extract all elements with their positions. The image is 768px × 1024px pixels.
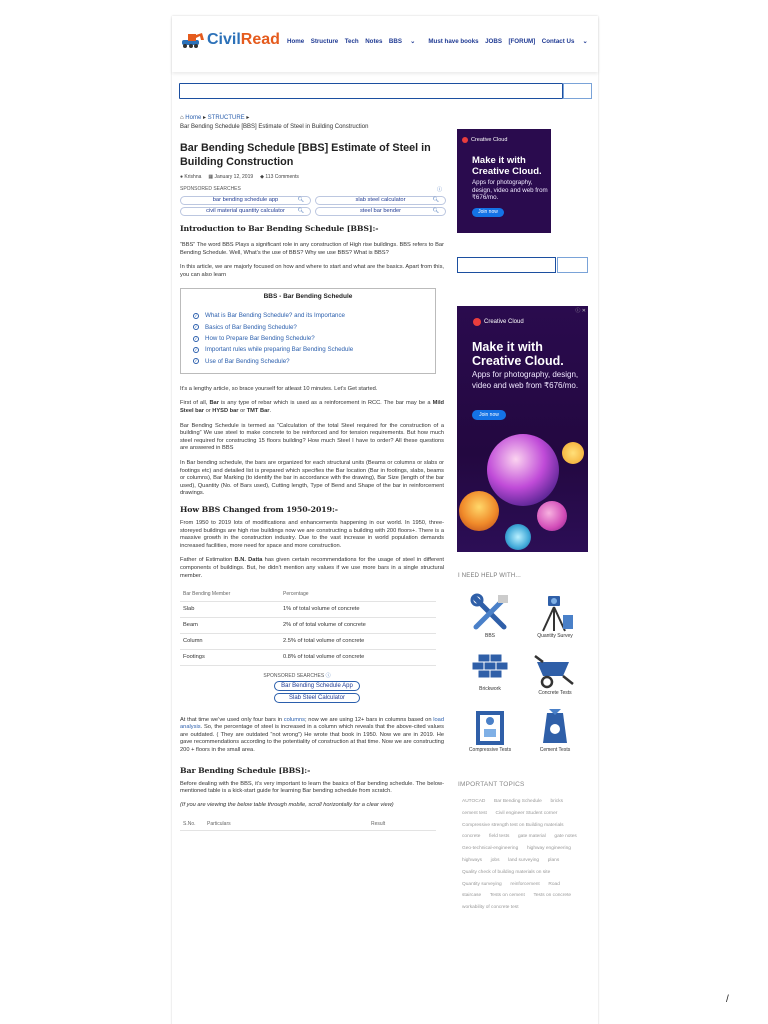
post-date: ▦ January 12, 2019 — [208, 174, 254, 180]
calendar-icon: ▦ — [208, 174, 214, 180]
home-icon: ⌂ — [180, 115, 184, 121]
help-tile-quantity-survey[interactable]: Quantity Survey — [520, 593, 590, 639]
topic-tag[interactable]: Tests on concrete — [533, 893, 572, 899]
brick-icon — [470, 652, 510, 686]
table-row: Footings 0.8% of total volume of concrete — [180, 649, 436, 665]
table-row: Beam 2% of of total volume of concrete — [180, 617, 436, 633]
sidebar-search-button[interactable] — [557, 257, 588, 273]
topic-tag[interactable]: gate notes — [554, 834, 577, 840]
topic-tag[interactable]: bricks — [550, 799, 563, 804]
planet-art — [459, 491, 499, 531]
creative-cloud-icon — [462, 137, 468, 143]
chevron-down-icon: ⌄ — [580, 38, 588, 45]
page-title: Bar Bending Schedule [BBS] Estimate of Steel in Building Construction — [180, 142, 431, 168]
paragraph: It’s a lengthy article, so brace yourself for atleast 10 minutes. Let’s Get started. — [180, 385, 378, 392]
post-meta — [180, 174, 444, 180]
ad-headline: Make it with Creative Cloud. — [472, 340, 564, 368]
article-main — [180, 114, 444, 831]
topic-tag[interactable]: Bar Bending Schedule — [494, 799, 542, 804]
search-icon: 🔍︎ — [432, 208, 439, 214]
sponsored-label: SPONSORED SEARCHES ⓘ — [180, 186, 442, 193]
breadcrumb-home[interactable]: Home — [185, 115, 202, 121]
info-icon[interactable]: ⓘ — [436, 187, 442, 193]
topic-tag[interactable]: highway engineering — [526, 846, 571, 852]
comment-count[interactable]: ◆ 113 Comments — [260, 174, 299, 180]
topic-tag[interactable]: gate material — [518, 834, 546, 840]
planet-art — [537, 501, 567, 531]
compression-machine-icon — [470, 709, 510, 747]
join-now-button[interactable]: Join now — [472, 208, 504, 217]
planet-art — [505, 524, 531, 550]
main-nav — [287, 38, 601, 45]
wheelbarrow-icon — [533, 652, 577, 690]
planet-art — [562, 442, 584, 464]
help-tile-bbs[interactable]: BBS — [455, 593, 525, 639]
sponsored-pill[interactable]: slab steel calculator 🔍︎ — [315, 196, 446, 205]
comment-icon: ◆ — [260, 174, 264, 180]
sponsored-pill[interactable]: Bar Bending Schedule App — [274, 681, 360, 691]
link-columns[interactable]: columns — [283, 716, 305, 723]
site-header — [172, 16, 598, 72]
sponsored-pills — [180, 196, 450, 216]
paragraph: Father of Estimation B.N. Datta has given certain recommendations for the usage of steel in different components of buildings. But, he didn’t mention any values if we use more bars in a single structural member. — [180, 557, 444, 579]
check-circle-icon: ✓ — [194, 335, 198, 341]
sponsored-label-2: SPONSORED SEARCHES ⓘ — [263, 672, 331, 679]
search-icon: 🔍︎ — [297, 208, 304, 214]
table-of-contents — [180, 288, 436, 373]
bbs-table — [180, 817, 436, 831]
check-circle-icon: ✓ — [194, 346, 198, 352]
paragraph: In Bar bending schedule, the bars are organized for each structural units (Beams or columns or slabs or footings etc) and detailed list is prepared which specifies the Bar location (Bar in footings, slabs, beams or columns), Bar Marking (to identify the bar in accordance with the drawing), Bar Size (length of the bar used), Quantity (No. of Bars used), Cutting length, Type of Bend and Shape of the bar in reinforcement drawings. — [180, 460, 444, 497]
user-icon: ● — [180, 174, 184, 180]
topic-tag[interactable]: field tests — [489, 834, 510, 840]
nav-books[interactable]: Must have books — [428, 38, 479, 45]
help-tile-concrete-tests[interactable]: Concrete Tests — [520, 652, 590, 696]
sponsored-pill[interactable]: bar bending schedule app 🔍︎ — [180, 196, 311, 205]
check-circle-icon: ✓ — [194, 358, 198, 364]
paragraph: At that time we’ve used only four bars in columns; now we are using 12+ bars in columns based on load analysis. So, the percentage of steel is increased in a column which reveals that the above-cited values are outdated. ( They are outdated “not wrong”) He wrote that book in 1950. Now we are in 2019. He gave recommendations according to the potentiality of construction at that time. Now we are constructing 200 + floors in the small area. — [180, 716, 444, 754]
intro-heading: Introduction to Bar Bending Schedule [BBS]:- — [180, 224, 379, 233]
tools-icon — [470, 593, 510, 633]
paragraph: Bar Bending Schedule is termed as “Calculation of the total Steel required for the construction of a building” We use steel to make concrete to be reinforced and for tension requirements. But how much steel required for constructing 15 floors building? How much Steel I have to order? All these questions are answered in BBS — [180, 422, 444, 452]
ad-brand: Creative Cloud — [462, 137, 507, 143]
nav-forum[interactable]: [FORUM] — [508, 38, 536, 45]
sponsored-pill[interactable]: steel bar bender 🔍︎ — [315, 207, 446, 216]
search-icon: 🔍︎ — [432, 197, 439, 203]
topic-tag[interactable]: Tests on cement — [489, 893, 525, 899]
paragraph: From 1950 to 2019 lots of modifications and enhancements happening in our world. In 1950, three-storeyed buildings are high rise buildings now we are constructing a building with 200 floors+. There is a massive growth in the construction industry. Due to the vast increase in world population demands increased facilities, more need for space and more construction. — [180, 519, 444, 549]
sidebar-search-input[interactable] — [457, 257, 556, 273]
cement-bag-icon — [535, 709, 575, 747]
topic-tag[interactable]: jobs — [490, 857, 500, 863]
toc-item[interactable]: ✓ Use of Bar Bending Schedule? — [194, 357, 290, 365]
intro-paragraph: “BBS” The word BBS Plays a significant role in any construction of High rise buildings. BBS refers to Bar Bending Schedule. Well, What’s the use of BBS? Why we use BBS? What is BBS? — [180, 242, 444, 256]
mouse-cursor-icon: / — [726, 994, 729, 1005]
nav-notes[interactable]: Notes — [365, 38, 383, 45]
section-heading: How BBS Changed from 1950-2019:- — [180, 504, 338, 514]
topic-tag[interactable]: Quantity surveying — [462, 881, 502, 887]
paragraph: First of all, Bar is any type of rebar which is used as a reinforcement in RCC. The bar may be a Mild Steel bar or HYSD bar or TMT Bar. — [180, 400, 445, 415]
intro-paragraph-2: In this article, we are majorly focused on how and where to start and what are the basics. Apart from this, you can also learn — [180, 264, 444, 278]
advertisement[interactable] — [457, 306, 588, 552]
topic-tags — [462, 796, 592, 914]
search-icon: 🔍︎ — [297, 197, 304, 203]
join-now-button[interactable]: Join now — [472, 410, 506, 420]
toc-item[interactable]: ✓ Basics of Bar Bending Schedule? — [194, 323, 297, 331]
topic-tag[interactable]: cement test — [462, 810, 487, 816]
toc-item[interactable]: ✓ How to Prepare Bar Bending Schedule? — [194, 334, 315, 342]
table-row: Column 2.5% of total volume of concrete — [180, 633, 436, 649]
planet-art — [487, 434, 559, 506]
section-heading: Bar Bending Schedule [BBS]:- — [180, 765, 311, 775]
survey-tripod-icon — [535, 593, 575, 633]
creative-cloud-icon — [473, 318, 481, 326]
check-circle-icon: ✓ — [194, 313, 198, 319]
logo-text: CivilRead — [207, 31, 280, 48]
excavator-logo-icon — [181, 31, 205, 49]
table-header-row: Bar Bending Member Percentage — [180, 588, 436, 601]
nav-home[interactable]: Home — [287, 38, 305, 45]
help-tile-cement-tests[interactable]: Cement Tests — [520, 709, 590, 753]
ad-brand: Creative Cloud — [473, 318, 524, 326]
advertisement[interactable] — [457, 129, 551, 233]
mobile-note: (If you are viewing the below table through mobile, scroll horizontally for a clear view) — [180, 801, 394, 808]
nav-contact[interactable]: Contact Us ⌄ — [541, 38, 588, 45]
sponsored-pill[interactable]: Slab Steel Calculator — [274, 693, 360, 703]
steel-percentage-table — [180, 588, 436, 666]
link-load-analysis[interactable]: load analysis — [180, 716, 444, 731]
table-row: Slab 1% of total volume of concrete — [180, 601, 436, 617]
toc-item[interactable]: ✓ What is Bar Bending Schedule? and its Importance — [194, 312, 345, 320]
topic-tag[interactable]: Civil engineer Student corner — [495, 810, 558, 816]
ad-headline: Make it with Creative Cloud. — [472, 155, 542, 177]
topic-tag[interactable]: AUTOCAD — [462, 799, 486, 804]
breadcrumb-current: Bar Bending Schedule [BBS] Estimate of Steel in Building Construction — [180, 124, 369, 130]
info-icon[interactable]: ⓘ — [325, 672, 331, 679]
breadcrumb: ⌂ Home ▸ STRUCTURE ▸ Bar Bending Schedule [BBS] Estimate of Steel in Building Construction — [180, 115, 369, 130]
help-title: I NEED HELP WITH... — [458, 573, 522, 579]
topic-tag[interactable]: land surveying — [508, 857, 540, 863]
topic-tag[interactable]: concrete — [462, 834, 481, 840]
ad-subtext: Apps for photography, design, video and web from ₹676/mo. — [472, 370, 579, 390]
search-input[interactable] — [179, 83, 563, 99]
breadcrumb-structure[interactable]: STRUCTURE — [207, 115, 245, 121]
topics-title: IMPORTANT TOPICS — [458, 781, 525, 788]
ad-subtext: Apps for photography, design, video and web from ₹676/mo. — [472, 179, 548, 202]
topic-tag[interactable]: Road — [548, 881, 560, 887]
topic-tag[interactable]: reinforcement — [510, 881, 540, 887]
topic-tag[interactable]: Geo-technical-engineering — [462, 846, 519, 852]
topic-tag[interactable]: Quality check of building materials on site — [462, 869, 551, 875]
toc-item[interactable]: ✓ Important rules while preparing Bar Bending Schedule — [194, 346, 354, 354]
chevron-down-icon: ⌄ — [408, 38, 416, 45]
paragraph: Before dealing with the BBS, it’s very important to learn the basics of Bar bending schedule. The below-mentioned table is a kick-start guide for learning Bar bending schedule from scratch. — [180, 780, 444, 795]
help-tile-brickwork[interactable]: Brickwork — [455, 652, 525, 692]
nav-jobs[interactable]: JOBS — [485, 38, 502, 45]
topic-tag[interactable]: Compressive strength test on Building materials — [462, 822, 564, 828]
help-tile-compressive-tests[interactable]: Compressive Tests — [455, 709, 525, 753]
ad-close-icon[interactable]: ⓘ ✕ — [575, 308, 586, 314]
topic-tag[interactable]: highways — [462, 857, 482, 863]
search-button[interactable] — [563, 83, 592, 99]
check-circle-icon: ✓ — [194, 324, 198, 330]
table-header-row: S.No. Particulars Result — [180, 817, 436, 830]
author[interactable]: ● Krishna — [180, 174, 202, 180]
nav-bbs[interactable]: BBS ⌄ — [388, 38, 416, 45]
topic-tag[interactable]: staircase — [462, 893, 482, 899]
nav-structure[interactable]: Structure — [310, 38, 339, 45]
topic-tag[interactable]: workability of concrete test — [462, 905, 519, 911]
site-logo[interactable] — [181, 31, 280, 49]
toc-title: BBS - Bar Bending Schedule — [263, 293, 353, 301]
topic-tag[interactable]: plans — [547, 857, 560, 863]
nav-tech[interactable]: Tech — [344, 38, 359, 45]
sponsored-pill[interactable]: civil material quantity calculator 🔍︎ — [180, 207, 311, 216]
